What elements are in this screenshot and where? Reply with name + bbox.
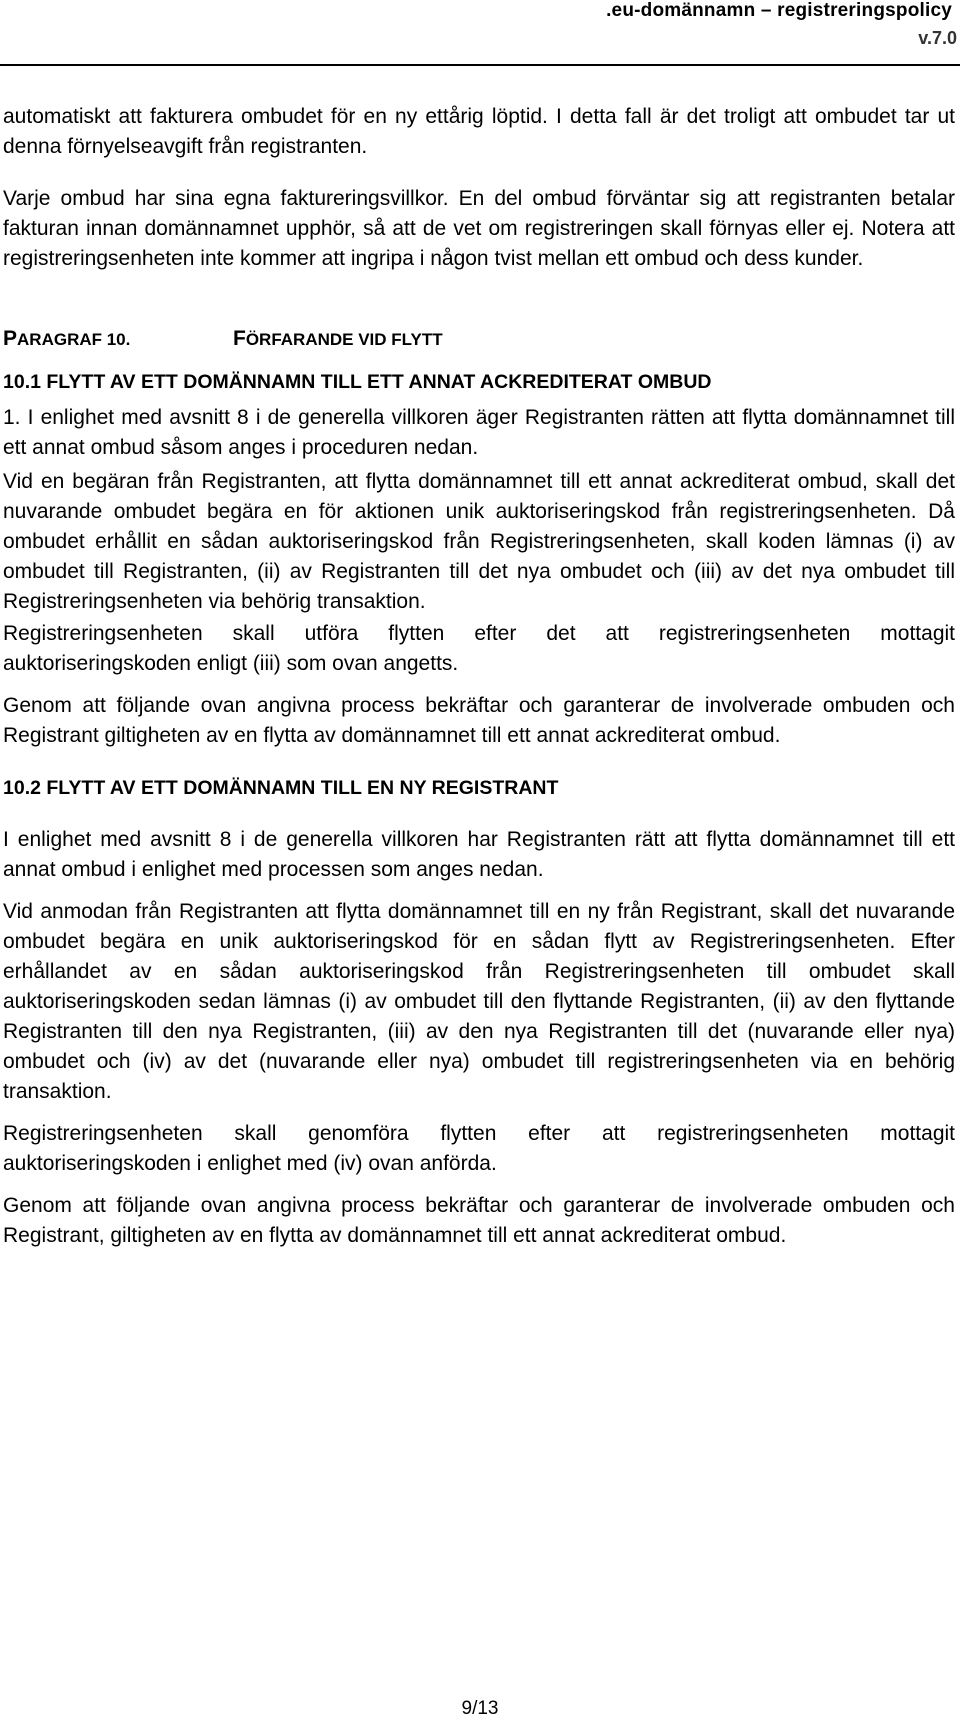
body-paragraph: automatiskt att fakturera ombudet för en ny ettårig löptid. I detta fall är det troligt att ombudet tar ut denna förnyelseavgift från registranten. [3, 105, 955, 158]
body-paragraph: Vid en begäran från Registranten, att flytta domännamnet till ett annat ackrediterat ombud, skall det nuvarande ombudet begära en för aktionen unik auktoriseringskod från registreringsenheten. Då ombudet erhållit en sådan auktoriseringskod från Registreringsenheten, skall koden lämnas (i) av ombudet till Registranten, (ii) av Registranten till det nya ombudet och (iii) av det nya ombudet till Registreringsenheten via behörig transaktion. [3, 470, 955, 613]
body-paragraph: Genom att följande ovan angivna process bekräftar och garanterar de involverade ombuden och Registrant, giltigheten av en flytta av domännamnet till ett annat ackrediterat ombud. [3, 1194, 955, 1247]
body-paragraph: Vid anmodan från Registranten att flytta domännamnet till en ny från Registrant, skall det nuvarande ombudet begära en unik auktoriseringskod för en sådan flytt av Registreringsenheten. Efter erhållandet av en sådan auktoriseringskod från Registreringsenheten till ombudet skall auktoriseringskoden sedan lämnas (i) av ombudet till den flyttande Registranten, (ii) av den flyttande Registranten till den nya Registranten, (iii) av den nya Registranten till det (nuvarande eller nya) ombudet och (iv) av det (nuvarande eller nya) ombudet till registreringsenheten via en behörig transaktion. [3, 900, 955, 1103]
document-body [3, 102, 955, 1251]
paragraph-title: FÖRFARANDE VID FLYTT [233, 327, 443, 350]
paragraph-heading [3, 324, 955, 355]
body-paragraph: Registreringsenheten skall utföra flytten efter det att registreringsenheten mottagit auktoriseringskoden enligt (iii) som ovan angetts. [3, 622, 955, 675]
header-title: .eu-domännamn – registreringspolicy [606, 0, 952, 21]
section-heading: 10.1 FLYTT AV ETT DOMÄNNAMN TILL ETT ANNAT ACKREDITERAT OMBUD [3, 371, 712, 393]
body-paragraph: Genom att följande ovan angivna process bekräftar och garanterar de involverade ombuden och Registrant giltigheten av en flytta av domännamnet till ett annat ackrediterat ombud. [3, 694, 955, 747]
paragraph-number: PARAGRAF 10. [3, 327, 131, 350]
page-number: 9/13 [461, 1698, 499, 1719]
body-paragraph: I enlighet med avsnitt 8 i de generella villkoren har Registranten rätt att flytta domännamnet till ett annat ombud i enlighet med processen som anges nedan. [3, 828, 955, 881]
body-paragraph: Registreringsenheten skall genomföra flytten efter att registreringsenheten mottagit auktoriseringskoden i enlighet med (iv) ovan anförda. [3, 1122, 955, 1175]
section-heading: 10.2 FLYTT AV ETT DOMÄNNAMN TILL EN NY REGISTRANT [3, 777, 559, 799]
body-paragraph: Varje ombud har sina egna faktureringsvillkor. En del ombud förväntar sig att registranten betalar fakturan innan domännamnet upphör, så att de vet om registreringen skall förnyas eller ej. Notera att registreringsenheten inte kommer att ingripa i någon tvist mellan ett ombud och dess kunder. [3, 187, 955, 270]
body-paragraph: 1. I enlighet med avsnitt 8 i de generella villkoren äger Registranten rätten att flytta domännamnet till ett annat ombud såsom anges i proceduren nedan. [3, 406, 955, 459]
header-version: v.7.0 [918, 28, 957, 48]
header-divider [0, 64, 960, 66]
